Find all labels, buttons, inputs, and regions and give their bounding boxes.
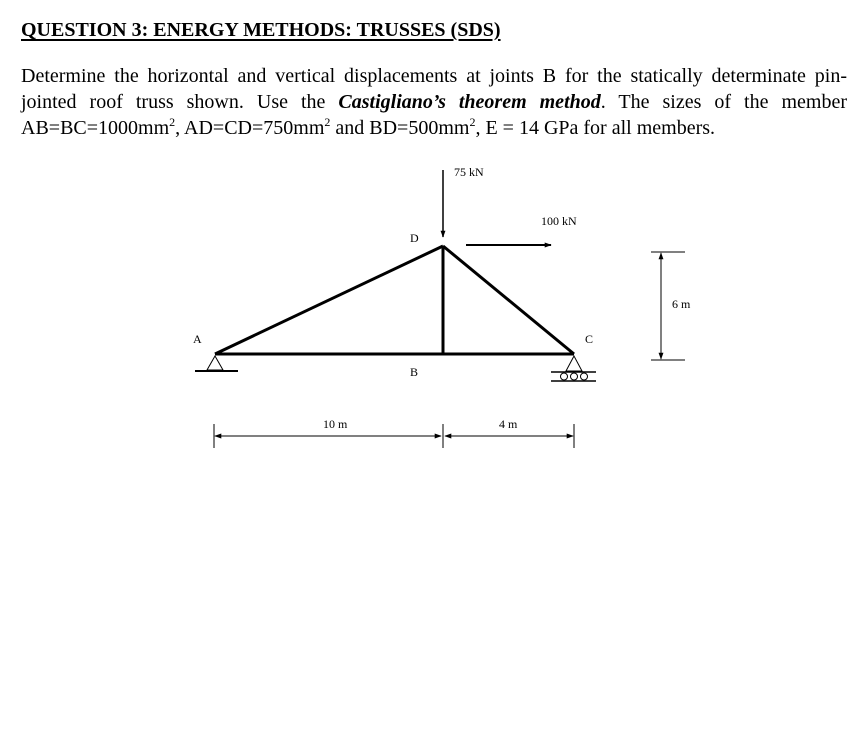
question-text-intro: Determine the horizontal and vertical displacements at joints B for the statically determinate pin-jointed roof truss shown. Use the — [21, 65, 847, 113]
joint-label-c: C — [585, 332, 594, 346]
superscript-ad-cd: 2 — [324, 115, 331, 129]
dimension-label-left: 10 m — [323, 417, 348, 431]
question-text-sizes-ad-cd: , AD=CD=750mm — [175, 117, 325, 139]
question-text-sizes-ab-bc: . The sizes of the member AB=BC=1000mm — [21, 91, 847, 139]
load-label-horizontal: 100 kN — [541, 214, 577, 228]
member-ad — [215, 246, 443, 354]
superscript-ab-bc: 2 — [169, 115, 176, 129]
dimension-label-height: 6 m — [672, 297, 691, 311]
method-name: Castigliano’s theorem method — [338, 91, 601, 113]
question-text-modulus: , E = 14 GPa for all members. — [475, 117, 716, 139]
roller-support-c — [551, 356, 596, 381]
joint-label-a: A — [193, 332, 202, 346]
joint-label-b: B — [410, 365, 419, 379]
question-text-sizes-bd: and BD=500mm — [330, 117, 470, 139]
joint-label-d: D — [410, 231, 419, 245]
member-dc — [443, 246, 574, 354]
pin-support-a — [195, 356, 238, 371]
dimension-span — [214, 424, 574, 448]
load-label-vertical: 75 kN — [454, 165, 484, 179]
superscript-bd: 2 — [469, 115, 476, 129]
dimension-label-right: 4 m — [499, 417, 518, 431]
question-heading: QUESTION 3: ENERGY METHODS: TRUSSES (SDS) — [21, 19, 501, 41]
